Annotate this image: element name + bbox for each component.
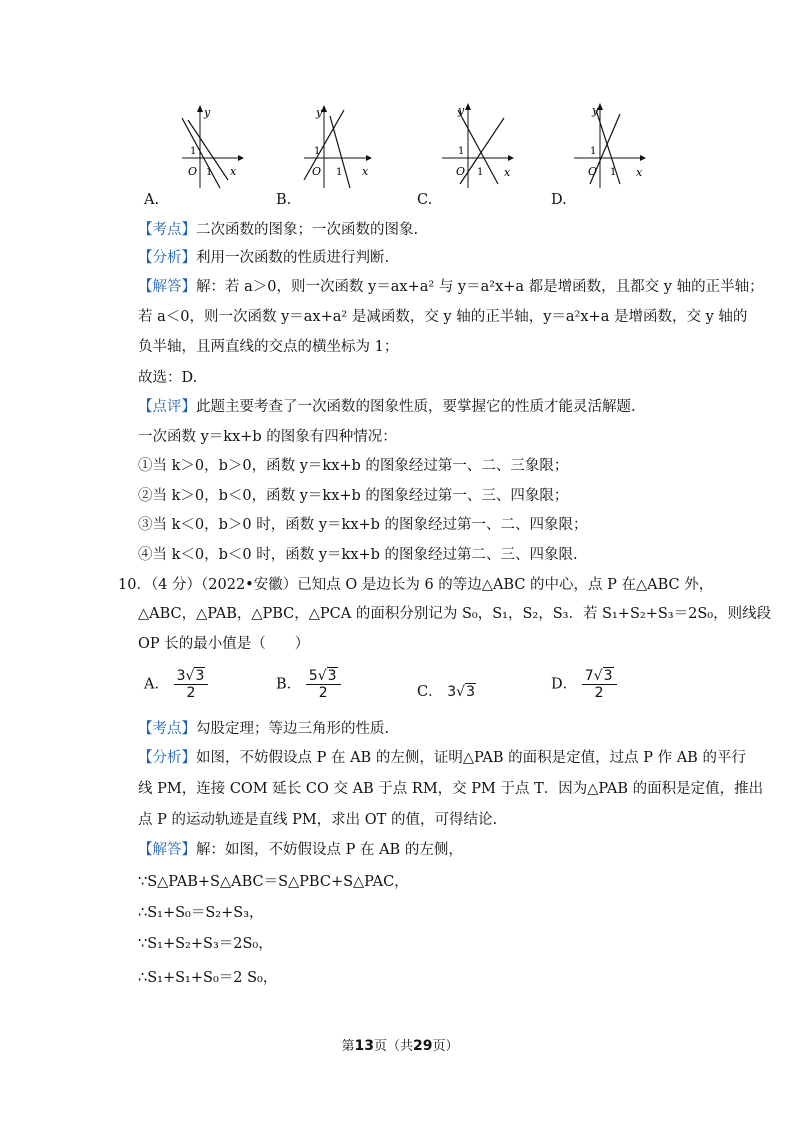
q9-option-a: A. [144,192,160,208]
footer-suffix: 页） [432,1039,459,1054]
graph-c [440,100,520,190]
q9-rule3: ③当 k＜0，b＞0 时，函数 y＝kx+b 的图象经过第一、二、四象限； [138,517,588,533]
q10-option-a-den: 2 [186,685,196,701]
q9-answer: 故选：D. [138,370,198,386]
graph-b-one-y: 1 [314,146,321,157]
q10-fenxi-line3: 点 P 的运动轨迹是直线 PM，求出 OT 的值，可得结论. [138,812,498,828]
graph-b-y-label: y [316,106,323,119]
graph-c-y-label: y [458,104,465,117]
graph-d-o-label: O [588,165,598,178]
graph-a [168,100,248,190]
q10-option-b-label: B． [276,676,302,693]
q10-fenxi-line2: 线 PM，连接 COM 延长 CO 交 AB 于点 RM，交 PM 于点 T．因为△PAB 的面积是定值，推出 [138,781,764,797]
q10-option-a [144,668,208,701]
q10-jieda-tag: 【解答】 [138,842,196,858]
graph-d [572,100,652,190]
graph-d-x-label: x [636,166,643,179]
q10-step1: ∵S△PAB+S△ABC＝S△PBC+S△PAC， [138,874,409,890]
footer-prefix: 第 [341,1039,355,1054]
footer-mid: 页（共 [373,1039,413,1054]
q9-jieda-line2: 若 a＜0，则一次函数 y＝ax+a² 是减函数，交 y 轴的正半轴，y＝a²x+a 是增函数，交 y 轴的 [138,309,748,325]
footer-page: 13 [354,1038,374,1054]
q10-option-b-rad: 3 [327,668,337,684]
q10-fenxi-tag: 【分析】 [138,750,196,766]
q10-fenxi-line1: 如图，不妨假设点 P 在 AB 的左侧，证明△PAB 的面积是定值，过点 P 作 AB 的平行 [196,750,746,766]
q10-fenxi [138,748,746,768]
graph-c-o-label: O [456,165,466,178]
q9-option-d: D. [551,192,567,208]
q9-fenxi [138,248,389,268]
q10-option-c-label: C． [417,684,443,700]
q10-option-b-coef: 5 [308,668,318,684]
q9-jieda-tag: 【解答】 [138,279,196,295]
q10-option-d-coef: 7 [584,668,594,684]
q9-kaodian-text: 二次函数的图象；一次函数的图象. [196,222,419,238]
q10-option-d [551,668,617,701]
q10-option-c-coef: 3 [447,684,457,700]
q10-option-a-rad: 3 [195,668,205,684]
graph-d-y-label: y [592,104,599,117]
q10-stem-line2: △ABC，△PAB，△PBC，△PCA 的面积分别记为 S₀，S₁，S₂，S₃．若 S₁+S₂+S₃＝2S₀，则线段 [138,606,772,622]
graph-d-one-y: 1 [590,146,597,157]
q10-option-d-rad: 3 [603,668,613,684]
q10-option-d-frac: $\frac{7√3}{2}$ [582,668,617,701]
page-footer [0,1035,800,1054]
q9-rule4: ④当 k＜0，b＜0 时，函数 y＝kx+b 的图象经过第二、三、四象限. [138,547,578,563]
q9-kaodian-tag: 【考点】 [138,222,196,238]
graph-a-one-x: 1 [206,167,213,178]
q10-option-d-label: D． [551,676,578,693]
q10-jieda-text: 解：如图，不妨假设点 P 在 AB 的左侧， [196,842,463,858]
q9-fenxi-tag: 【分析】 [138,250,196,266]
q9-dianping [138,397,636,417]
q9-dianping-tag: 【点评】 [138,399,196,415]
footer-total: 29 [413,1038,433,1054]
q9-fenxi-text: 利用一次函数的性质进行判断. [196,250,390,266]
q9-jieda-line3: 负半轴，且两直线的交点的横坐标为 1； [138,339,399,355]
q10-stem-line3: OP 长的最小值是（ ） [138,636,310,652]
q10-jieda [138,840,463,860]
graph-b-x-label: x [362,165,369,178]
q10-option-c-rad: 3 [466,684,475,700]
q10-option-a-coef: 3 [176,668,186,684]
q10-option-a-frac: $\frac{3√3}{2}$ [174,668,209,701]
q10-option-b-frac: $\frac{5√3}{2}$ [306,668,341,701]
graph-c-x-label: x [504,166,511,179]
graph-c-one-x: 1 [477,167,484,178]
q10-option-b [276,668,341,701]
q10-option-d-den: 2 [594,685,604,701]
q10-kaodian-tag: 【考点】 [138,721,196,737]
q9-option-b: B. [276,192,292,208]
q10-option-a-label: A． [144,676,169,693]
graph-b-one-x: 1 [336,167,343,178]
q9-jieda-line1: 解：若 a＞0，则一次函数 y＝ax+a² 与 y＝a²x+a 都是增函数，且都交 y 轴的正半轴； [196,279,764,295]
q10-kaodian [138,719,389,739]
graph-a-one-y: 1 [190,146,197,157]
q9-kaodian [138,220,418,240]
q10-option-c: C． 3√3 [417,684,475,700]
q9-jieda [138,277,764,297]
q9-rule2: ②当 k＞0，b＜0，函数 y＝kx+b 的图象经过第一、三、四象限； [138,488,569,504]
graph-d-one-x: 1 [610,167,617,178]
graph-b [298,100,378,190]
q9-rule-intro: 一次函数 y＝kx+b 的图象有四种情况： [138,429,397,445]
q10-option-b-den: 2 [318,685,328,701]
graph-b-o-label: O [312,165,322,178]
q9-rule1: ①当 k＞0，b＞0，函数 y＝kx+b 的图象经过第一、二、三象限； [138,458,569,474]
q9-dianping-text: 此题主要考查了一次函数的图象性质，要掌握它的性质才能灵活解题. [196,399,636,415]
q9-option-c: C. [417,192,433,208]
graph-a-x-label: x [230,165,237,178]
q10-step2: ∴S₁+S₀＝S₂+S₃， [138,905,264,921]
q10-step4: ∴S₁+S₁+S₀＝2 S₀， [138,970,278,986]
graph-a-o-label: O [188,165,198,178]
q10-stem-line1: 10．（4 分）（2022•安徽）已知点 O 是边长为 6 的等边△ABC 的中心，点 P 在△ABC 外， [118,577,714,593]
graph-a-y-label: y [204,106,211,119]
q10-kaodian-text: 勾股定理；等边三角形的性质. [196,721,390,737]
q10-step3: ∵S₁+S₂+S₃＝2S₀， [138,936,273,952]
graph-c-one-y: 1 [458,146,465,157]
